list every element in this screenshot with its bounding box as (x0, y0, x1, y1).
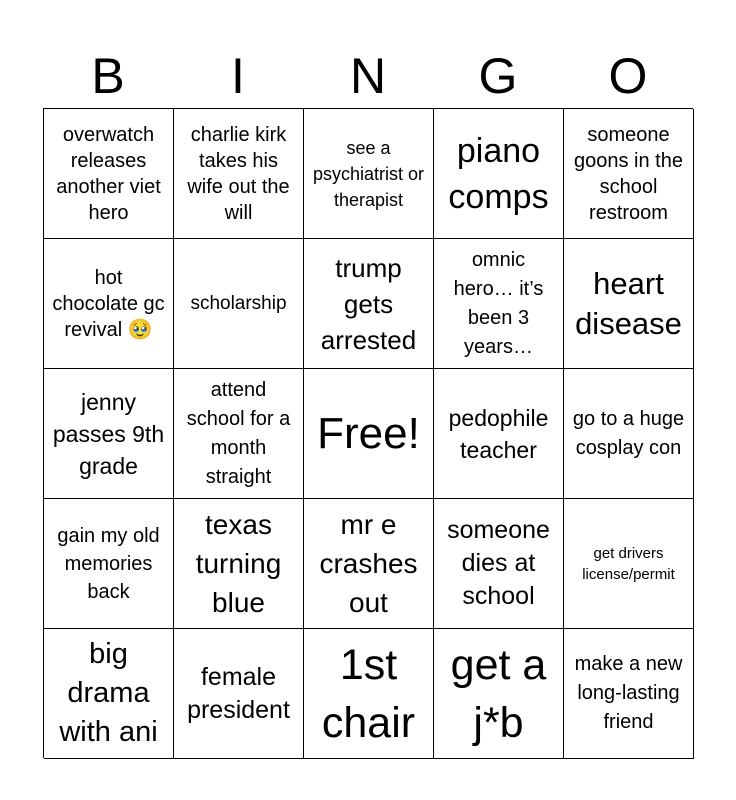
header-letter-b: B (91, 48, 125, 104)
cell-text: someone dies at school (447, 516, 550, 610)
bingo-cell[interactable] (434, 499, 564, 629)
bingo-cell[interactable] (564, 369, 694, 499)
cell-text: female president (187, 662, 290, 724)
bingo-cell[interactable] (44, 629, 174, 759)
bingo-cell[interactable] (564, 629, 694, 759)
cell-text: go to a huge cosplay con (572, 407, 685, 459)
cell-text: someone goons in the school restroom (574, 123, 683, 224)
cell-text: heart disease (575, 265, 682, 341)
bingo-cell[interactable] (174, 369, 304, 499)
header-letter-g: G (478, 48, 518, 104)
cell-text: gain my old memories back (57, 524, 160, 603)
bingo-cell[interactable] (434, 369, 564, 499)
cell-text: jenny passes 9th grade (52, 388, 165, 479)
bingo-cell[interactable] (564, 239, 694, 369)
header-letter-o: O (608, 48, 648, 104)
bingo-header (43, 44, 693, 108)
header-letter-n: N (349, 48, 387, 104)
bingo-cell[interactable] (44, 239, 174, 369)
cell-text: pedophile teacher (448, 404, 549, 463)
bingo-cell[interactable] (304, 109, 434, 239)
bingo-cell[interactable] (174, 239, 304, 369)
bingo-cell[interactable] (44, 499, 174, 629)
cell-text: see a psychiatrist or therapist (312, 137, 425, 210)
header-letter-i: I (231, 48, 245, 104)
cell-text: big drama with ani (59, 638, 158, 748)
bingo-cell[interactable] (304, 499, 434, 629)
bingo-cell[interactable] (174, 499, 304, 629)
cell-text: scholarship (190, 292, 287, 314)
bingo-cell[interactable] (564, 499, 694, 629)
bingo-cell[interactable] (174, 109, 304, 239)
bingo-cell[interactable] (304, 629, 434, 759)
cell-text: charlie kirk takes his wife out the will (187, 123, 290, 224)
bingo-grid (43, 108, 693, 758)
cell-text: get drivers license/permit (582, 544, 675, 583)
free-space: Free! (317, 408, 420, 458)
bingo-cell[interactable] (434, 109, 564, 239)
bingo-cell[interactable] (564, 109, 694, 239)
cell-text: 1st chair (321, 640, 416, 747)
cell-text: hot chocolate gc revival 🥹 (52, 266, 165, 341)
cell-text: texas turning blue (195, 509, 282, 618)
cell-text: mr e crashes out (319, 509, 418, 618)
bingo-cell[interactable] (44, 109, 174, 239)
bingo-cell[interactable] (304, 239, 434, 369)
bingo-cell[interactable] (304, 369, 434, 499)
cell-text: make a new long-lasting friend (574, 653, 683, 733)
bingo-cell[interactable] (434, 239, 564, 369)
cell-text: omnic hero… it’s been 3 years… (453, 248, 544, 358)
cell-text: trump gets arrested (320, 252, 417, 355)
cell-text: attend school for a month straight (186, 378, 291, 488)
bingo-cell[interactable] (44, 369, 174, 499)
cell-text: overwatch releases another viet hero (56, 123, 161, 224)
cell-text: get a j*b (450, 640, 547, 747)
bingo-cell[interactable] (434, 629, 564, 759)
bingo-cell[interactable] (174, 629, 304, 759)
cell-text: piano comps (448, 131, 549, 216)
